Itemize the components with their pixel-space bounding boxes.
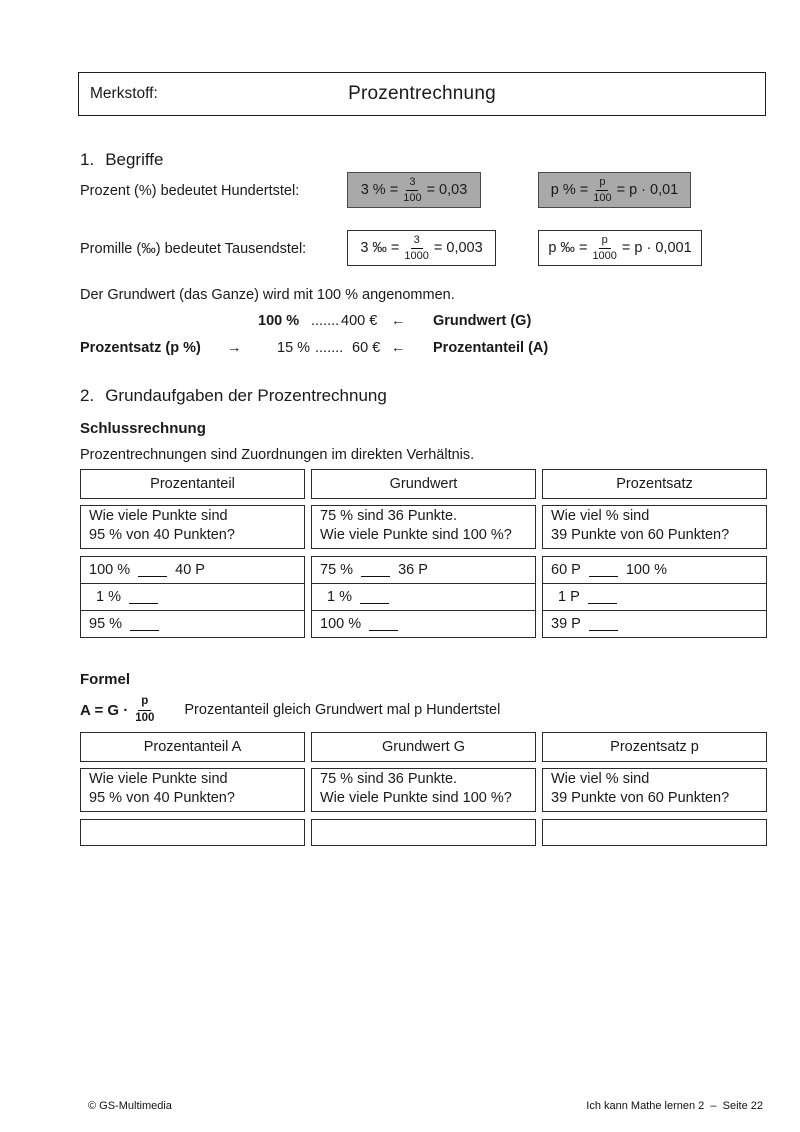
permille-general-box (538, 230, 702, 266)
blank-line (589, 617, 618, 631)
formel-table (80, 732, 767, 846)
formula-pre: p ‰ = (548, 240, 588, 256)
question-cell: Wie viele Punkte sind 95 % von 40 Punkten? (80, 505, 305, 549)
fraction: $\frac{p}{100}$ (593, 175, 612, 204)
footer-copyright: © GS-Multimedia (88, 1100, 172, 1112)
question-cell: Wie viel % sind 39 Punkte von 60 Punkten? (542, 768, 767, 812)
section-number: 2. (80, 386, 95, 405)
scheme-cell (80, 556, 305, 638)
page-title: Prozentrechnung (348, 83, 496, 104)
section-heading-grundaufgaben (80, 386, 387, 406)
table-column-prozentanteil-a (80, 732, 305, 846)
proportion-row-prozentanteil (0, 340, 800, 360)
amount-value: 400 € (341, 313, 378, 329)
formula-pre: p % = (550, 182, 589, 198)
permille-definition-label: Promille (‰) bedeutet Tausendstel: (80, 241, 307, 257)
left-arrow-icon: ← (391, 313, 406, 329)
formula-description: Prozentanteil gleich Grundwert mal p Hundertstel (184, 702, 501, 718)
title-box-label: Merkstoff: (90, 85, 158, 102)
section-number: 1. (80, 150, 95, 169)
formula-pre: 3 ‰ = (360, 240, 400, 256)
blank-line (588, 590, 617, 604)
blank-line (129, 590, 158, 604)
column-header: Prozentsatz (542, 469, 767, 499)
blank-line (369, 617, 398, 631)
blank-line (138, 563, 167, 577)
grundwert-note: Der Grundwert (das Ganze) wird mit 100 % angenommen. (80, 287, 455, 303)
question-cell: Wie viel % sind 39 Punkte von 60 Punkten? (542, 505, 767, 549)
left-arrow-icon: ← (391, 340, 406, 356)
scheme-row: 100 % 40 P (89, 562, 205, 578)
schlussrechnung-table (80, 469, 767, 638)
question-cell: Wie viele Punkte sind 95 % von 40 Punkten? (80, 768, 305, 812)
scheme-row: 95 % (81, 610, 304, 637)
percent-general-box (538, 172, 691, 208)
section-title: Grundaufgaben der Prozentrechnung (105, 386, 387, 405)
scheme-row: 75 % 36 P (320, 562, 428, 578)
percent-definition-label: Prozent (%) bedeutet Hundertstel: (80, 183, 300, 199)
dot-leader: ....... (315, 340, 344, 356)
scheme-cell (311, 556, 536, 638)
formel-equation (80, 694, 500, 726)
pct-value: 100 % (258, 313, 300, 329)
right-arrow-icon: → (227, 340, 242, 356)
blank-line (589, 563, 618, 577)
prozentanteil-label: Prozentanteil (A) (433, 340, 549, 356)
title-box (78, 72, 766, 116)
amount-value: 60 € (352, 340, 381, 356)
pct-value: 15 % (277, 340, 311, 356)
answer-cell-empty (80, 819, 305, 846)
table-column-grundwert (311, 469, 536, 638)
proportion-row-grundwert (0, 313, 800, 333)
percent-example-box (347, 172, 481, 208)
blank-line (361, 563, 390, 577)
table-column-prozentsatz-p (542, 732, 767, 846)
scheme-row: 1 % (312, 583, 535, 610)
column-header: Grundwert (311, 469, 536, 499)
scheme-row: 1 % (81, 583, 304, 610)
answer-cell-empty (542, 819, 767, 846)
scheme-row: 39 P (543, 610, 766, 637)
blank-line (360, 590, 389, 604)
grundwert-label: Grundwert (G) (433, 313, 532, 329)
formula-post: = p · 0,001 (621, 240, 692, 256)
permille-example-box (347, 230, 496, 266)
table-column-prozentsatz (542, 469, 767, 638)
fraction: $\frac{p}{1000}$ (592, 233, 617, 262)
table-column-prozentanteil (80, 469, 305, 638)
scheme-row: 1 P (543, 583, 766, 610)
section-title: Begriffe (105, 150, 164, 169)
column-header: Prozentsatz p (542, 732, 767, 762)
prozentsatz-label: Prozentsatz (p %) (80, 340, 201, 356)
column-header: Prozentanteil (80, 469, 305, 499)
formel-title: Formel (80, 671, 131, 688)
footer-page-info: Ich kann Mathe lernen 2 – Seite 22 (586, 1100, 763, 1112)
formula-post: = 0,003 (433, 240, 483, 256)
table-column-grundwert-g (311, 732, 536, 846)
question-cell: 75 % sind 36 Punkte. Wie viele Punkte sind 100 %? (311, 505, 536, 549)
formula-lhs: A = G · (80, 701, 129, 719)
column-header: Prozentanteil A (80, 732, 305, 762)
fraction: $\frac{3}{100}$ (403, 175, 422, 204)
dot-leader: ....... (311, 313, 340, 329)
formula-post: = 0,03 (426, 182, 468, 198)
answer-cell-empty (311, 819, 536, 846)
scheme-cell (542, 556, 767, 638)
formula-post: = p · 0,01 (616, 182, 679, 198)
column-header: Grundwert G (311, 732, 536, 762)
question-cell: 75 % sind 36 Punkte. Wie viele Punkte sind 100 %? (311, 768, 536, 812)
formula-pre: 3 % = (360, 182, 399, 198)
fraction: $\frac{p}{100}$ (135, 695, 155, 724)
section-heading-begriffe (80, 150, 163, 170)
scheme-row: 60 P 100 % (551, 562, 667, 578)
blank-line (130, 617, 159, 631)
fraction: $\frac{3}{1000}$ (404, 233, 429, 262)
schlussrechnung-intro: Prozentrechnungen sind Zuordnungen im direkten Verhältnis. (80, 447, 475, 463)
schlussrechnung-title: Schlussrechnung (80, 420, 206, 437)
scheme-row: 100 % (312, 610, 535, 637)
